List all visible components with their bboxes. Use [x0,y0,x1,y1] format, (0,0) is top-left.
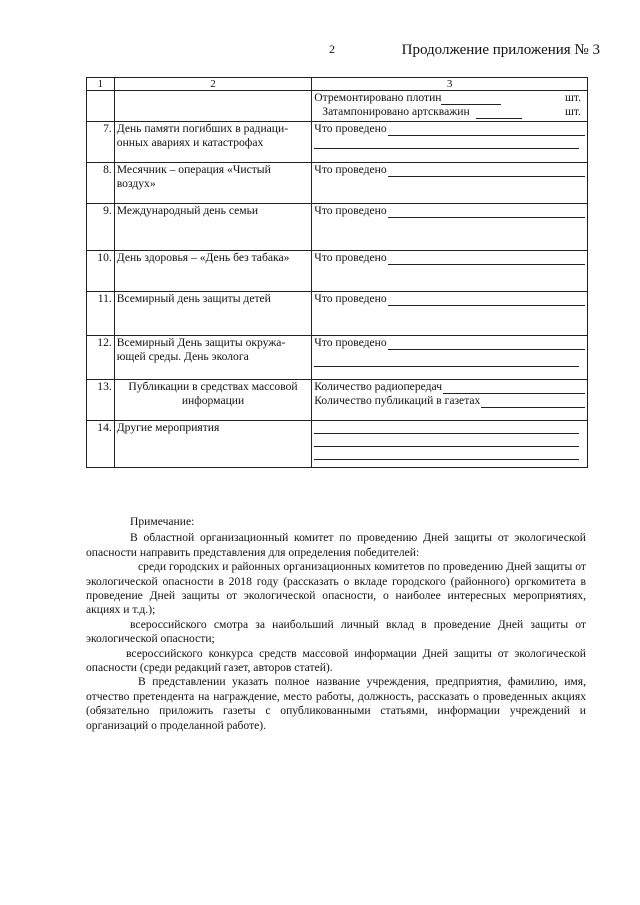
appendix-title: Продолжение приложения № 3 [401,42,600,58]
event-name: Всемирный день защиты детей [114,292,312,336]
wells-label: Затампонировано артскважин [322,105,470,118]
note-paragraph: среди городских и районных организационных комитетов по проведению Дней защиты от экологической опасности в 2018 году (рассказать о вкладе городского (районного) оргкомитета в проведение Дней защиты от экологической опасности, о наиболее интересных мероприятиях, акциях и т.д.); [86,560,586,617]
column-header-1: 1 [87,78,115,91]
note-paragraph: В областной организационный комитет по проведению Дней защиты от экологической опасности направить представления для определения победителей: [86,531,586,559]
table-row [87,122,588,163]
fill-line [314,136,579,149]
fill-line [314,447,579,460]
table-row [87,163,588,204]
row-number: 14. [87,421,115,468]
note-paragraph: всероссийского конкурса средств массовой информации Дней защиты от экологической опасности (среди редакций газет, авторов статей). [86,646,586,675]
table-row [87,421,588,468]
column-header-3: 3 [312,78,588,91]
row-number: 12. [87,336,115,380]
wells-count-line [476,107,522,119]
press-count-label: Количество публикаций в газетах [314,394,481,407]
table-row [87,91,588,122]
result-label: Что проведено [314,251,387,264]
result-label: Что проведено [314,292,387,305]
note-section [86,515,586,733]
fill-line [388,206,585,218]
fill-line [388,165,585,177]
fill-line [314,354,579,367]
dams-label: Отремонтировано плотин [314,91,442,104]
event-name: Международный день семьи [114,204,312,251]
dams-unit: шт. [564,91,581,104]
row-number: 10. [87,251,115,292]
row-number: 11. [87,292,115,336]
row-number: 8. [87,163,115,204]
fill-line [388,124,585,136]
note-title: Примечание: [130,515,195,528]
event-name: День памяти погибших в радиаци-онных авариях и катастрофах [114,122,312,163]
wells-unit: шт. [564,105,581,118]
repairs-cell [312,91,588,122]
fill-line [388,253,585,265]
row-number: 13. [87,380,115,421]
table-row [87,292,588,336]
radio-count-label: Количество радиопередач [314,380,443,393]
result-label: Что проведено [314,163,387,176]
note-paragraph: всероссийского смотра за наибольший личный вклад в проведение Дней защиты от экологической опасности; [86,617,586,646]
row-number: 7. [87,122,115,163]
table-row [87,251,588,292]
events-table [86,77,588,468]
event-name: Всемирный День защиты окружа-ющей среды. День эколога [114,336,312,380]
fill-line [388,338,585,350]
table-header-row [87,78,588,91]
row-number: 9. [87,204,115,251]
note-paragraph: В представлении указать полное название учреждения, предприятия, фамилию, имя, отчество претендента на награждение, место работы, должность, рассказать о проведенных акциях (обязательно приложить газеты с опубликованными статьями, информации учреждений и организаций о проделанной работе). [86,675,586,732]
fill-line [314,421,579,434]
fill-line [314,434,579,447]
result-label: Что проведено [314,122,387,135]
result-label: Что проведено [314,204,387,217]
event-name: Другие мероприятия [114,421,312,468]
page-number: 2 [329,42,335,56]
table-row [87,336,588,380]
fill-line [481,396,585,408]
fill-line [443,382,585,394]
result-label: Что проведено [314,336,387,349]
fill-line [388,294,585,306]
event-name: Месячник – операция «Чистый воздух» [114,163,312,204]
table-row [87,380,588,421]
column-header-2: 2 [114,78,312,91]
dams-count-line [441,93,501,105]
event-name: День здоровья – «День без табака» [114,251,312,292]
table-row [87,204,588,251]
event-name: Публикации в средствах массовой информации [114,380,312,421]
